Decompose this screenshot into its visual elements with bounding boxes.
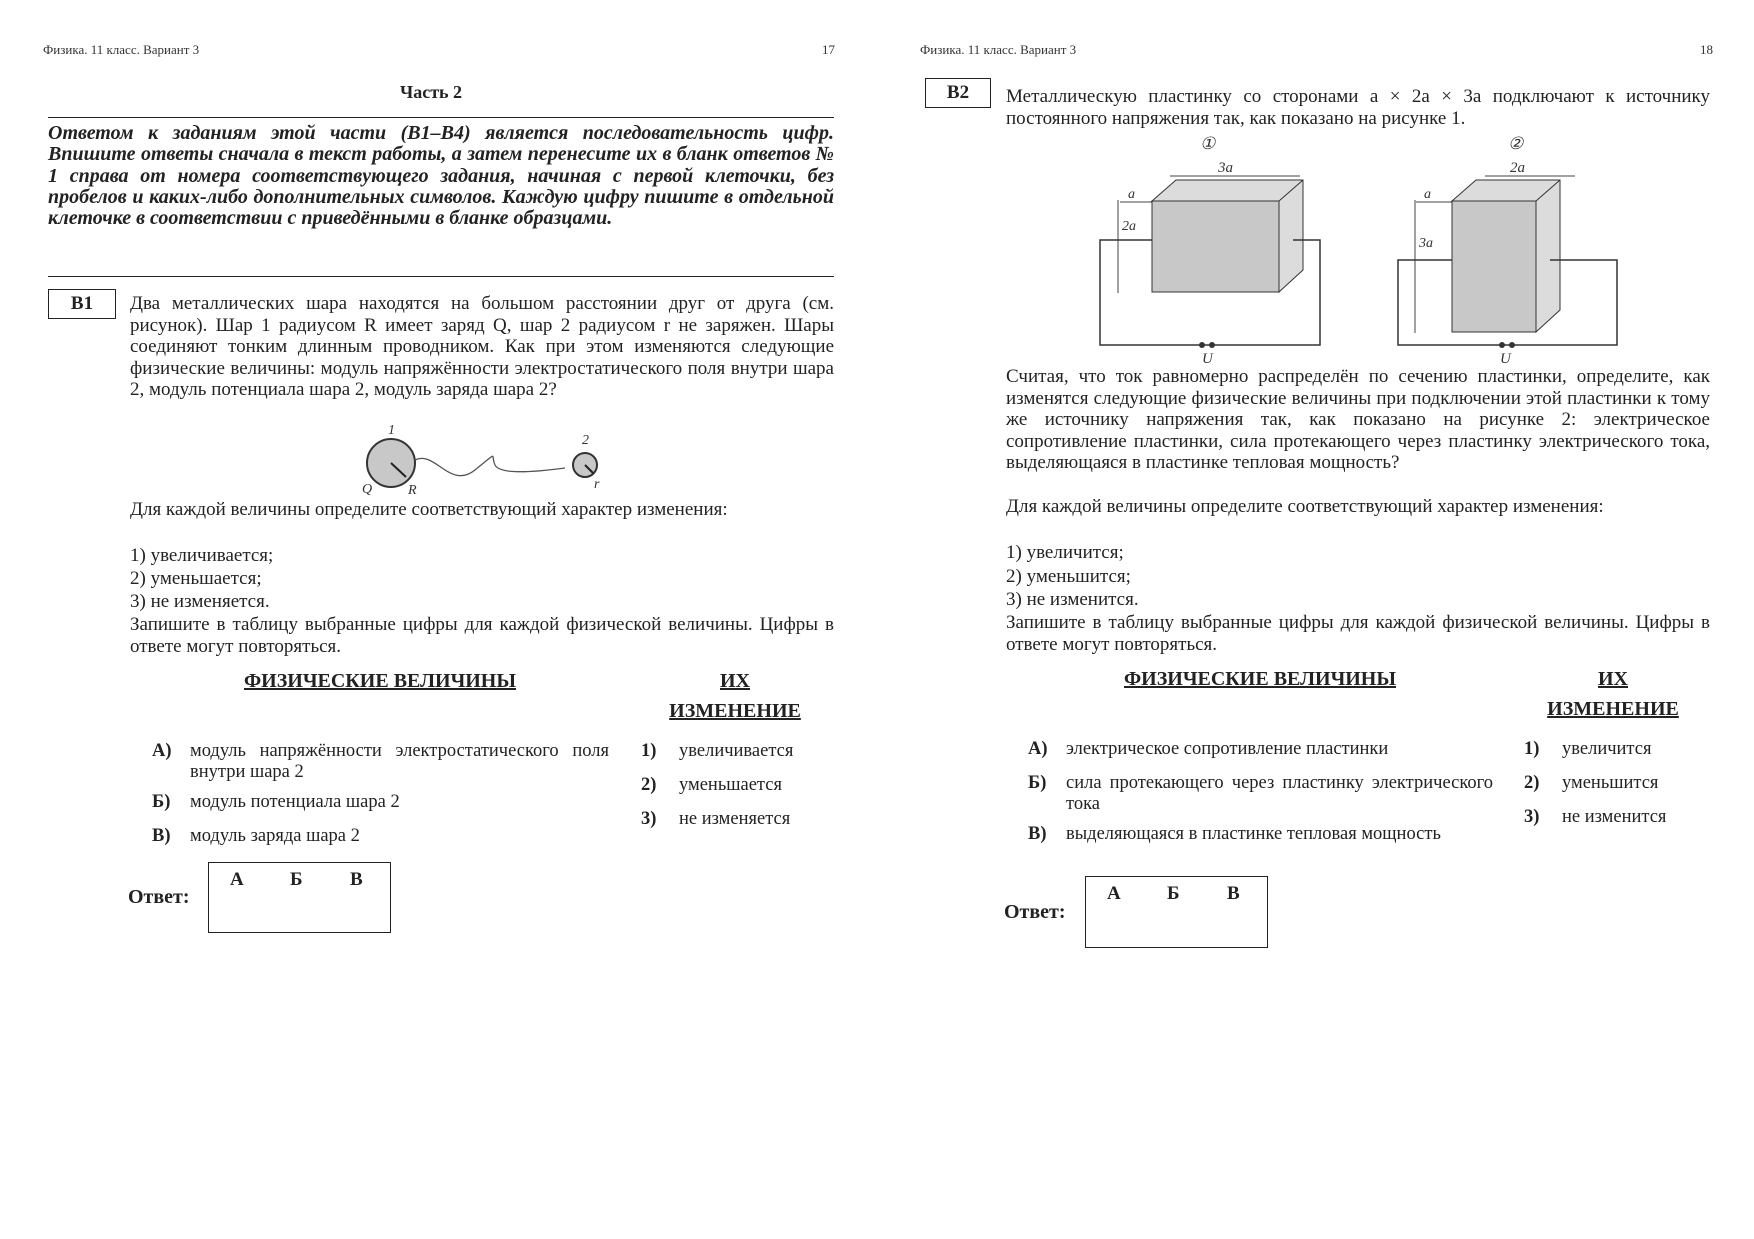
column-header-quantities: ФИЗИЧЕСКИЕ ВЕЛИЧИНЫ bbox=[1123, 668, 1396, 690]
answer-box[interactable] bbox=[1085, 876, 1268, 948]
answer-col-a: А bbox=[230, 869, 244, 890]
task-number-b1: В1 bbox=[48, 289, 116, 319]
change-item: 3) не изменится bbox=[1524, 807, 1667, 827]
divider bbox=[48, 117, 834, 118]
task-text: Два металлических шара находятся на большом расстоянии друг от друга (см. рисунок). Шар 1 радиусом R имеет заряд Q, шар 2 радиусом r не заряжен. Шары соединяют тонким длинным проводником. Как при этом изменяются следующие физические величины: модуль напряжённости электростатического поля внутри шара 2, модуль потенциала шара 2, модуль заряда шара 2? bbox=[130, 293, 834, 401]
svg-text:a: a bbox=[1128, 187, 1135, 202]
task-prompt: Для каждой величины определите соответствующий характер изменения: bbox=[1006, 496, 1604, 517]
task-text-2: Считая, что ток равномерно распределён по сечению пластинки, определите, как изменятся следующие физические величины при подключении этой пластинки к тому же источнику напряжения так, как показано на рисунке 2: электрическое сопротивление пластинки, сила протекающего через пластинку электрического тока, выделяющаяся в пластинке тепловая мощность? bbox=[1006, 366, 1710, 474]
page-number: 18 bbox=[1700, 42, 1713, 57]
part-title: Часть 2 bbox=[400, 82, 463, 102]
answer-col-b: Б bbox=[1167, 883, 1180, 904]
change-item: 1) увеличится bbox=[1524, 739, 1652, 759]
quantity-item: А) модуль напряжённости электростатического поля внутри шара 2 bbox=[152, 741, 609, 782]
quantity-item: Б) сила протекающего через пластинку электрического тока bbox=[1028, 773, 1493, 814]
svg-text:3a: 3a bbox=[1218, 160, 1233, 176]
svg-text:2a: 2a bbox=[1510, 160, 1525, 176]
svg-text:1: 1 bbox=[388, 423, 395, 438]
quantity-item: Б) модуль потенциала шара 2 bbox=[152, 792, 400, 812]
svg-text:r: r bbox=[594, 477, 600, 492]
svg-text:Q: Q bbox=[362, 482, 373, 497]
task-instruction: Запишите в таблицу выбранные цифры для каждой физической величины. Цифры в ответе могут повторяться. bbox=[1006, 612, 1710, 655]
svg-text:a: a bbox=[1424, 187, 1431, 202]
column-header-changes: ИЗМЕНЕНИЕ bbox=[1547, 698, 1679, 720]
change-item: 2) уменьшится bbox=[1524, 773, 1659, 793]
change-item: 1) увеличивается bbox=[641, 741, 794, 761]
answer-col-a: А bbox=[1107, 883, 1121, 904]
svg-text:3a: 3a bbox=[1419, 236, 1433, 251]
answer-col-b: Б bbox=[290, 869, 303, 890]
column-header-changes: ИХ bbox=[1598, 668, 1628, 690]
change-item: 2) уменьшается bbox=[641, 775, 782, 795]
column-header-quantities: ФИЗИЧЕСКИЕ ВЕЛИЧИНЫ bbox=[243, 670, 516, 692]
option-3: 3) не изменяется. bbox=[130, 591, 270, 612]
answer-box[interactable] bbox=[208, 862, 391, 933]
svg-text:R: R bbox=[408, 483, 417, 498]
option-3: 3) не изменится. bbox=[1006, 589, 1139, 610]
column-header-changes: ИЗМЕНЕНИЕ bbox=[669, 700, 801, 722]
answer-label: Ответ: bbox=[1004, 901, 1066, 923]
change-item: 3) не изменяется bbox=[641, 809, 791, 829]
option-1: 1) увеличивается; bbox=[130, 545, 274, 566]
quantity-item: В) выделяющаяся в пластинке тепловая мощность bbox=[1028, 824, 1441, 844]
svg-text:U: U bbox=[1500, 351, 1511, 367]
spheres-figure bbox=[350, 420, 610, 500]
instructions: Ответом к заданиям этой части (В1–В4) является последовательность цифр. Впишите ответы сначала в текст работы, а затем перенесите их в бланк ответов № 1 справа от номера соответствующего задания, начиная с первой клеточки, без пробелов и каких-либо дополнительных символов. Каждую цифру пишите в отдельной клеточке в соответствии с приведёнными в бланке образцами. bbox=[48, 122, 834, 230]
task-prompt: Для каждой величины определите соответствующий характер изменения: bbox=[130, 499, 728, 520]
answer-col-v: В bbox=[1227, 883, 1240, 904]
task-number-b2: В2 bbox=[925, 78, 991, 108]
svg-text:U: U bbox=[1202, 351, 1213, 367]
task-instruction: Запишите в таблицу выбранные цифры для каждой физической величины. Цифры в ответе могут повторяться. bbox=[130, 614, 834, 657]
divider bbox=[48, 276, 834, 277]
quantity-item: В) модуль заряда шара 2 bbox=[152, 826, 360, 846]
svg-text:②: ② bbox=[1508, 134, 1524, 153]
option-2: 2) уменьшится; bbox=[1006, 566, 1131, 587]
answer-label: Ответ: bbox=[128, 886, 190, 908]
quantity-item: А) электрическое сопротивление пластинки bbox=[1028, 739, 1389, 759]
column-header-changes: ИХ bbox=[720, 670, 750, 692]
answer-col-v: В bbox=[350, 869, 363, 890]
task-text: Металлическую пластинку со сторонами a × 2a × 3a подключают к источнику постоянного напряжения так, как показано на рисунке 1. bbox=[1006, 86, 1710, 129]
option-1: 1) увеличится; bbox=[1006, 542, 1124, 563]
page-number: 17 bbox=[822, 42, 835, 57]
svg-text:①: ① bbox=[1200, 134, 1216, 153]
wire bbox=[415, 456, 565, 475]
plate-figures bbox=[1090, 130, 1630, 375]
page-header: Физика. 11 класс. Вариант 3 bbox=[43, 42, 200, 57]
option-2: 2) уменьшается; bbox=[130, 568, 262, 589]
page-header: Физика. 11 класс. Вариант 3 bbox=[920, 42, 1077, 57]
svg-text:2a: 2a bbox=[1122, 219, 1136, 234]
svg-text:2: 2 bbox=[582, 433, 589, 448]
